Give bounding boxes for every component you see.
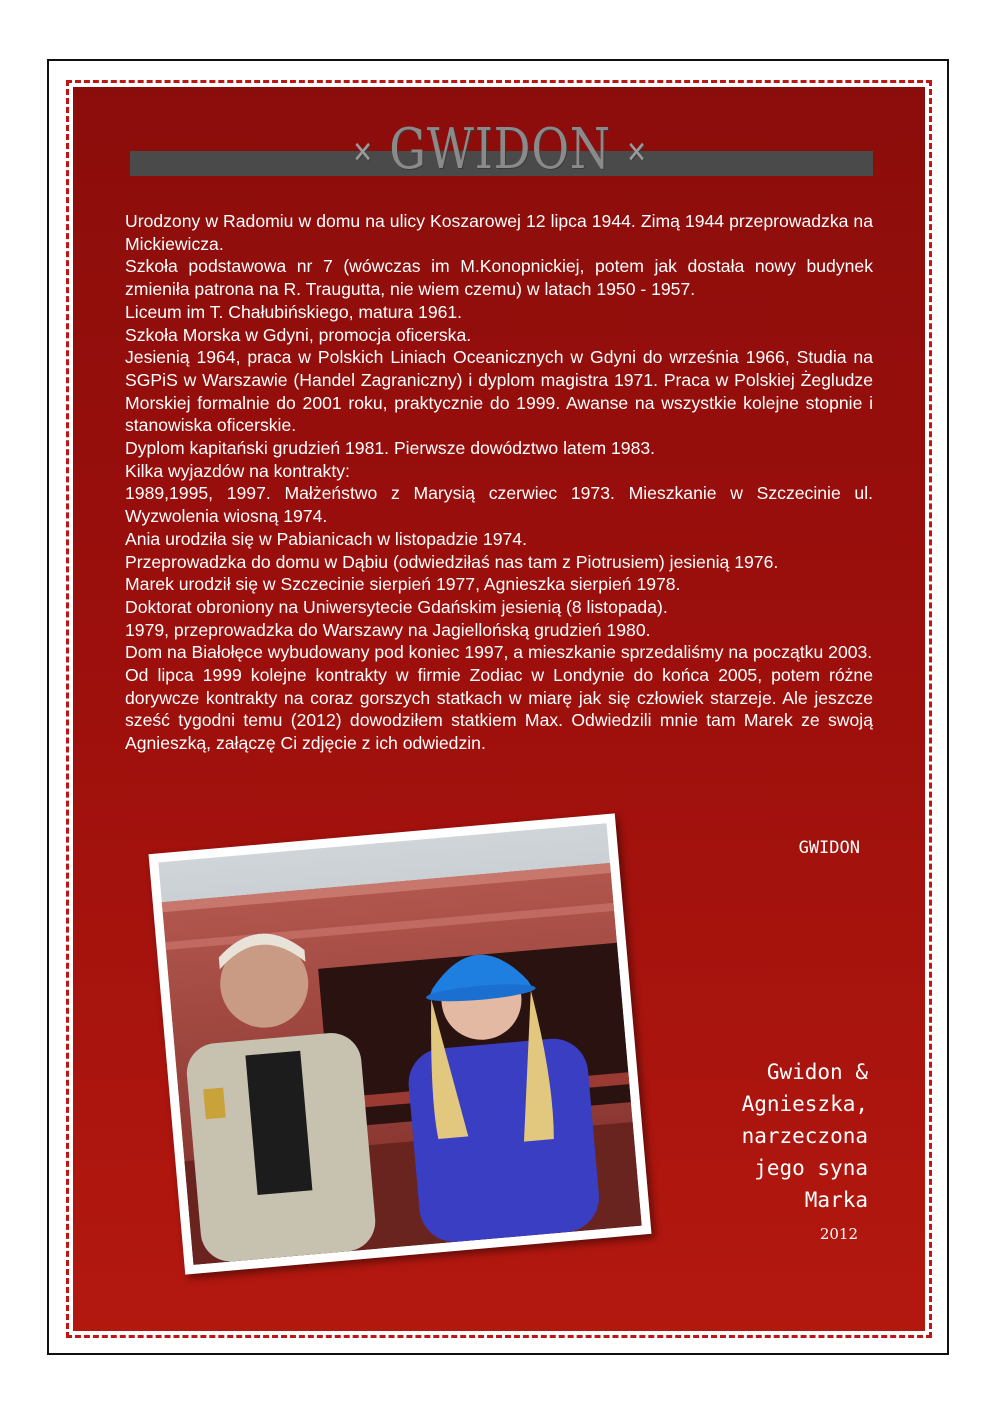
caption-line: Gwidon & — [766, 1060, 868, 1084]
page-title — [90, 118, 910, 186]
bio-line: Szkoła podstawowa nr 7 (wówczas im M.Konopnickiej, potem jak dostała nowy budynek zmieniła patrona na R. Traugutta, nie wiem czemu) w latach 1950 - 1957. — [125, 256, 873, 300]
caption-line: Agnieszka, — [741, 1092, 868, 1116]
bio-line: Urodzony w Radomiu w domu na ulicy Koszarowej 12 lipca 1944. Zimą 1944 przeprowadzka na Mickiewicza. — [125, 211, 873, 254]
photo-caption — [700, 1056, 868, 1216]
ornament-left-icon: ✕ — [352, 135, 374, 171]
caption-line: jego syna — [754, 1156, 868, 1180]
caption-year: 2012 — [819, 1225, 858, 1243]
bio-line: Doktorat obroniony na Uniwersytecie Gdańskim jesienią (8 listopada). — [125, 596, 668, 617]
bio-line: 1989,1995, 1997. Małżeństwo z Marysią czerwiec 1973. Mieszkanie w Szczecinie ul. Wyzwolenia wiosną 1974. — [125, 483, 873, 527]
title-text: GWIDON — [389, 117, 611, 182]
photo-frame — [149, 813, 652, 1274]
bio-line: Dom na Białołęce wybudowany pod koniec 1997, a mieszkanie sprzedaliśmy na początku 2003. — [125, 642, 873, 663]
caption-line: narzeczona — [741, 1124, 868, 1148]
bio-line: Szkoła Morska w Gdyni, promocja oficerska. — [125, 324, 472, 345]
bio-line: Od lipca 1999 kolejne kontrakty w firmie Zodiac w Londynie do końca 2005, potem różne dorywcze kontrakty na coraz gorszych statkach w miarę jak się człowiek starzeje. Ale jeszcze sześć tygodni temu (2012) dowodziłem statkiem Max. Odwiedzili mnie tam Marek ze swoją Agnieszką, załączę Ci zdjęcie z ich odwiedzin. — [125, 665, 873, 754]
signature: GWIDON — [798, 838, 860, 858]
bio-line: Dyplom kapitański grudzień 1981. Pierwsze dowództwo latem 1983. — [125, 438, 656, 459]
bio-line: Ania urodziła się w Pabianicach w listopadzie 1974. — [125, 528, 527, 549]
bio-line: Marek urodził się w Szczecinie sierpień 1977, Agnieszka sierpień 1978. — [125, 574, 681, 595]
bio-line: Liceum im T. Chałubińskiego, matura 1961. — [125, 301, 463, 322]
ornament-right-icon: ✕ — [626, 135, 648, 171]
biography-text — [125, 210, 873, 755]
bio-line: Przeprowadzka do domu w Dąbiu (odwiedziłaś nas tam z Piotrusiem) jesienią 1976. — [125, 551, 779, 572]
bio-line: Jesienią 1964, praca w Polskich Liniach Oceanicznych w Gdyni do września 1966, Studia na SGPiS w Warszawie (Handel Zagraniczny) i dyplom magistra 1971. Praca w Polskiej Żegludze Morskiej formalnie do 2001 roku, praktycznie do 1999. Awanse na wszystkie kolejne stopnie i stanowiska oficerskie. — [125, 347, 873, 436]
bio-line: 1979, przeprowadzka do Warszawy na Jagiellońską grudzień 1980. — [125, 619, 651, 640]
bio-line: Kilka wyjazdów na kontrakty: — [125, 460, 350, 481]
caption-line: Marka — [804, 1188, 868, 1212]
photo-image — [158, 823, 641, 1265]
